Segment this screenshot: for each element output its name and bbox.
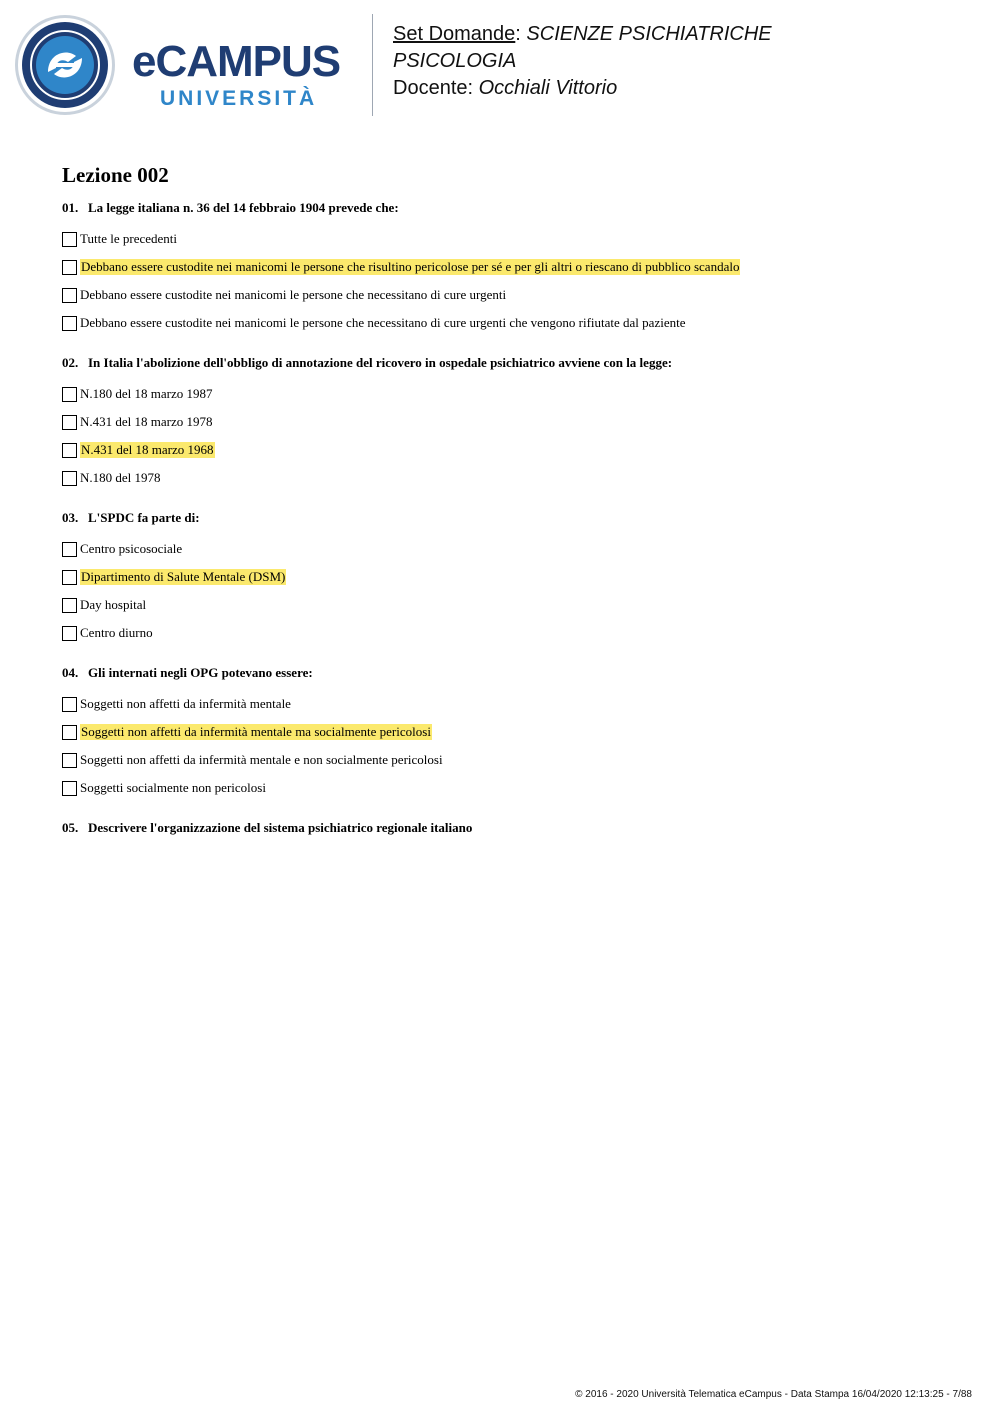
set-value-line2: PSICOLOGIA [393,50,517,72]
checkbox-icon[interactable] [62,260,77,275]
checkbox-icon[interactable] [62,626,77,641]
lesson-title: Lezione 002 [62,163,169,187]
answer-text: Soggetti non affetti da infermità mentale e non socialmente pericolosi [80,752,443,767]
answer-text-highlighted: Soggetti non affetti da infermità mentale ma socialmente pericolosi [81,724,431,739]
logo-wordmark: eCAMPUS [132,37,341,86]
question-title [62,510,962,526]
question-title [62,665,962,681]
checkbox-icon[interactable] [62,753,77,768]
answer-text: Debbano essere custodite nei manicomi le persone che necessitano di cure urgenti [80,287,507,302]
question-number: 05. [62,820,79,835]
answer-text-highlighted: Dipartimento di Salute Mentale (DSM) [81,569,286,584]
checkbox-icon[interactable] [62,415,77,430]
question-1 [62,200,962,337]
answer-text: Day hospital [80,597,147,612]
answer-option[interactable] [62,253,962,281]
checkbox-icon[interactable] [62,471,77,486]
question-text: Gli internati negli OPG potevano essere: [88,665,313,680]
answer-text-highlighted: N.431 del 18 marzo 1968 [81,442,214,457]
checkbox-icon[interactable] [62,781,77,796]
set-label: Set Domande [393,23,516,45]
page-header [0,0,1000,130]
checkbox-icon[interactable] [62,232,77,247]
docente-value: Occhiali Vittorio [478,77,618,99]
logo-subtitle: UNIVERSITÀ [160,87,318,110]
questions-content [62,162,962,854]
answer-text: Centro diurno [80,625,153,640]
answer-option[interactable] [62,591,962,619]
question-4 [62,665,962,802]
docente-line [393,75,983,102]
question-2 [62,355,962,492]
docente-label: Docente [393,77,468,99]
answer-text: Tutte le precedenti [80,231,177,246]
question-3 [62,510,962,647]
question-text: La legge italiana n. 36 del 14 febbraio 1904 prevede che: [88,200,399,215]
answer-text-highlighted: Debbano essere custodite nei manicomi le persone che risultino pericolose per sé e per gli altri o riescano di pubblico scandalo [81,259,740,274]
checkbox-icon[interactable] [62,288,77,303]
answer-option[interactable] [62,436,962,464]
answer-option[interactable] [62,718,962,746]
question-number: 03. [62,510,79,525]
page-footer: © 2016 - 2020 Università Telematica eCampus - Data Stampa 16/04/2020 12:13:25 - 7/88 [575,1389,972,1400]
checkbox-icon[interactable] [62,725,77,740]
checkbox-icon[interactable] [62,697,77,712]
answer-option[interactable] [62,225,962,253]
answer-text: Soggetti non affetti da infermità mentale [80,696,291,711]
ecampus-seal-logo [14,14,116,116]
answer-text: N.431 del 18 marzo 1978 [80,414,213,429]
question-number: 01. [62,200,79,215]
answer-option[interactable] [62,746,962,774]
answer-text: N.180 del 1978 [80,470,161,485]
header-info [393,21,983,102]
question-5 [62,820,962,836]
answer-text: N.180 del 18 marzo 1987 [80,386,213,401]
answer-option[interactable] [62,464,962,492]
docente-colon: : [467,77,479,99]
answer-text: Centro psicosociale [80,541,183,556]
answer-option[interactable] [62,281,962,309]
checkbox-icon[interactable] [62,598,77,613]
set-domande-line [393,21,983,48]
set-value-line1: SCIENZE PSICHIATRICHE [526,23,772,45]
question-number: 02. [62,355,79,370]
answer-option[interactable] [62,563,962,591]
answer-option[interactable] [62,774,962,802]
checkbox-icon[interactable] [62,443,77,458]
answer-option[interactable] [62,690,962,718]
question-number: 04. [62,665,79,680]
checkbox-icon[interactable] [62,316,77,331]
question-text: In Italia l'abolizione dell'obbligo di annotazione del ricovero in ospedale psichiatrico avviene con la legge: [88,355,673,370]
answer-text: Debbano essere custodite nei manicomi le persone che necessitano di cure urgenti che vengono rifiutate dal paziente [80,315,686,330]
question-title [62,200,962,216]
answer-option[interactable] [62,535,962,563]
question-text: Descrivere l'organizzazione del sistema psichiatrico regionale italiano [88,820,473,835]
checkbox-icon[interactable] [62,387,77,402]
question-text: L'SPDC fa parte di: [88,510,200,525]
set-colon: : [515,23,527,45]
question-title [62,355,962,371]
header-divider [372,14,373,116]
checkbox-icon[interactable] [62,570,77,585]
answer-option[interactable] [62,380,962,408]
checkbox-icon[interactable] [62,542,77,557]
answer-text: Soggetti socialmente non pericolosi [80,780,266,795]
answer-option[interactable] [62,619,962,647]
answer-option[interactable] [62,408,962,436]
question-title [62,820,962,836]
question-list [62,200,962,836]
answer-option[interactable] [62,309,962,337]
